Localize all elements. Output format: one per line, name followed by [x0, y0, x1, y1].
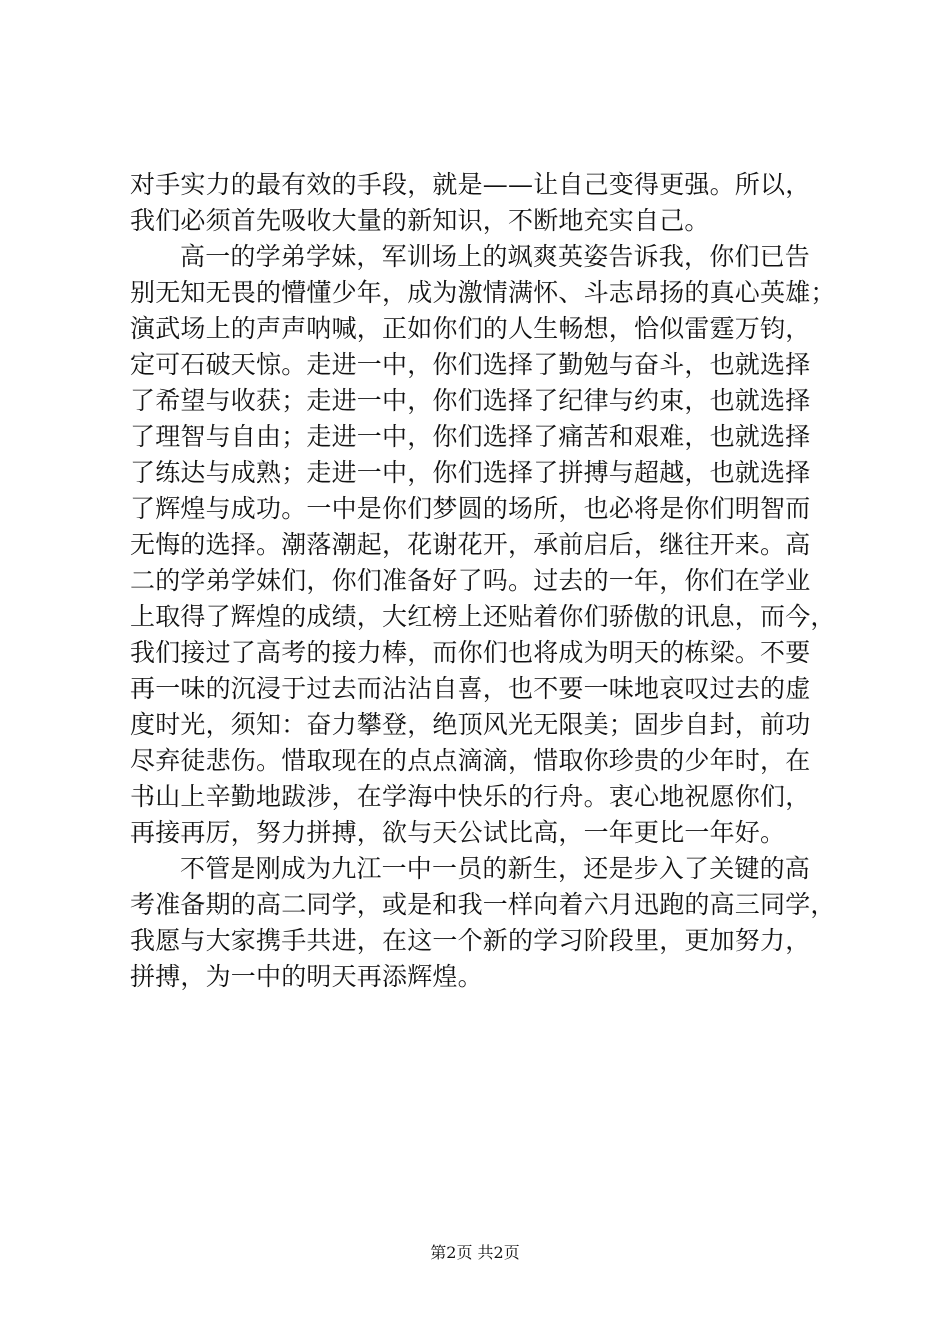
text-line: 定可石破天惊。走进一中，你们选择了勤勉与奋斗，也就选择	[130, 350, 811, 379]
text-line: 无悔的选择。潮落潮起，花谢花开，承前启后，继往开来。高	[130, 530, 811, 559]
text-line: 了辉煌与成功。一中是你们梦圆的场所，也必将是你们明智而	[130, 494, 811, 523]
text-line: 了理智与自由；走进一中，你们选择了痛苦和艰难，也就选择	[130, 422, 811, 451]
text-line: 我们必须首先吸收大量的新知识，不断地充实自己。	[130, 206, 710, 235]
text-line: 我们接过了高考的接力棒，而你们也将成为明天的栋梁。不要	[130, 638, 811, 667]
text-line: 再一味的沉浸于过去而沾沾自喜，也不要一味地哀叹过去的虚	[130, 674, 811, 703]
text-line: 别无知无畏的懵懂少年，成为激情满怀、斗志昂扬的真心英雄；	[130, 278, 836, 307]
text-line: 对手实力的最有效的手段，就是——让自己变得更强。所以，	[130, 170, 811, 199]
paragraph-start-line: 高一的学弟学妹，军训场上的飒爽英姿告诉我，你们已告	[180, 242, 811, 271]
text-line: 再接再厉，努力拼搏，欲与天公试比高，一年更比一年好。	[130, 818, 786, 847]
text-line: 了希望与收获；走进一中，你们选择了纪律与约束，也就选择	[130, 386, 811, 415]
page-number-footer: 第2页 共2页	[430, 1243, 520, 1262]
text-line: 书山上辛勤地跋涉，在学海中快乐的行舟。衷心地祝愿你们，	[130, 782, 811, 811]
text-line: 演武场上的声声呐喊，正如你们的人生畅想，恰似雷霆万钧，	[130, 314, 811, 343]
text-line: 拼搏，为一中的明天再添辉煌。	[130, 962, 483, 991]
text-line: 我愿与大家携手共进，在这一个新的学习阶段里，更加努力，	[130, 926, 811, 955]
paragraph-start-line: 不管是刚成为九江一中一员的新生，还是步入了关键的高	[180, 854, 811, 883]
text-line: 上取得了辉煌的成绩，大红榜上还贴着你们骄傲的讯息，而今，	[130, 602, 836, 631]
text-line: 二的学弟学妹们，你们准备好了吗。过去的一年，你们在学业	[130, 566, 811, 595]
text-line: 考准备期的高二同学，或是和我一样向着六月迅跑的高三同学，	[130, 890, 836, 919]
text-line: 度时光，须知：奋力攀登，绝顶风光无限美；固步自封，前功	[130, 710, 811, 739]
text-line: 了练达与成熟；走进一中，你们选择了拼搏与超越，也就选择	[130, 458, 811, 487]
text-line: 尽弃徒悲伤。惜取现在的点点滴滴，惜取你珍贵的少年时，在	[130, 746, 811, 775]
